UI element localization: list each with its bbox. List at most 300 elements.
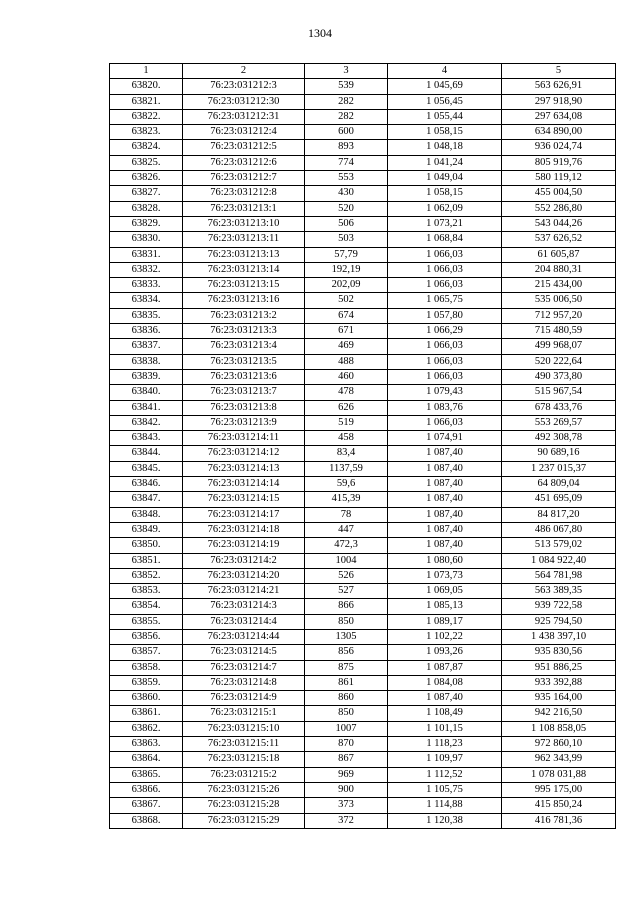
table-row [110,782,616,797]
table-row [110,767,616,782]
value-cell: 951 886,25 [502,660,616,675]
table-row [110,629,616,644]
value-cell: 935 830,56 [502,645,616,660]
cadastral-number-cell: 76:23:031215:29 [183,813,305,828]
rate-cell: 1 073,73 [388,568,502,583]
rate-cell: 1 069,05 [388,584,502,599]
row-number-cell: 63853. [110,584,183,599]
value-cell: 563 626,91 [502,79,616,94]
rate-cell: 1 048,18 [388,140,502,155]
area-cell: 1007 [305,721,388,736]
area-cell: 893 [305,140,388,155]
rate-cell: 1 045,69 [388,79,502,94]
table-row [110,125,616,140]
table-row [110,614,616,629]
value-cell: 451 695,09 [502,492,616,507]
row-number-cell: 63855. [110,614,183,629]
table-row [110,278,616,293]
row-number-cell: 63854. [110,599,183,614]
area-cell: 430 [305,186,388,201]
row-number-cell: 63824. [110,140,183,155]
cadastral-number-cell: 76:23:031213:15 [183,278,305,293]
row-number-cell: 63865. [110,767,183,782]
row-number-cell: 63836. [110,324,183,339]
area-cell: 867 [305,752,388,767]
table-row [110,354,616,369]
rate-cell: 1 066,03 [388,339,502,354]
table-row [110,737,616,752]
row-number-cell: 63850. [110,538,183,553]
rate-cell: 1 065,75 [388,293,502,308]
table-row [110,109,616,124]
cadastral-number-cell: 76:23:031213:13 [183,247,305,262]
value-cell: 1 084 922,40 [502,553,616,568]
area-cell: 372 [305,813,388,828]
value-cell: 297 634,08 [502,109,616,124]
table-row [110,813,616,828]
value-cell: 805 919,76 [502,155,616,170]
value-cell: 297 918,90 [502,94,616,109]
area-cell: 553 [305,171,388,186]
area-cell: 674 [305,308,388,323]
value-cell: 513 579,02 [502,538,616,553]
cadastral-number-cell: 76:23:031212:30 [183,94,305,109]
row-number-cell: 63847. [110,492,183,507]
rate-cell: 1 080,60 [388,553,502,568]
row-number-cell: 63866. [110,782,183,797]
rate-cell: 1 074,91 [388,431,502,446]
value-cell: 515 967,54 [502,385,616,400]
rate-cell: 1 058,15 [388,125,502,140]
area-cell: 78 [305,507,388,522]
rate-cell: 1 083,76 [388,400,502,415]
cadastral-number-cell: 76:23:031215:1 [183,706,305,721]
table-row [110,247,616,262]
table-row [110,691,616,706]
value-cell: 935 164,00 [502,691,616,706]
table-row [110,599,616,614]
row-number-cell: 63864. [110,752,183,767]
value-cell: 61 605,87 [502,247,616,262]
cadastral-number-cell: 76:23:031213:16 [183,293,305,308]
registry-table-body [110,64,616,829]
cadastral-number-cell: 76:23:031214:19 [183,538,305,553]
rate-cell: 1 079,43 [388,385,502,400]
cadastral-number-cell: 76:23:031213:1 [183,201,305,216]
rate-cell: 1 056,45 [388,94,502,109]
rate-cell: 1 049,04 [388,171,502,186]
value-cell: 415 850,24 [502,798,616,813]
table-row [110,798,616,813]
rate-cell: 1 087,40 [388,538,502,553]
value-cell: 552 286,80 [502,201,616,216]
rate-cell: 1 089,17 [388,614,502,629]
row-number-cell: 63859. [110,675,183,690]
cadastral-number-cell: 76:23:031214:14 [183,477,305,492]
cadastral-number-cell: 76:23:031215:28 [183,798,305,813]
area-cell: 861 [305,675,388,690]
rate-cell: 1 062,09 [388,201,502,216]
table-row [110,79,616,94]
area-cell: 488 [305,354,388,369]
cadastral-number-cell: 76:23:031214:11 [183,431,305,446]
cadastral-number-cell: 76:23:031215:10 [183,721,305,736]
value-cell: 1 438 397,10 [502,629,616,644]
cadastral-number-cell: 76:23:031214:15 [183,492,305,507]
value-cell: 492 308,78 [502,431,616,446]
row-number-cell: 63829. [110,216,183,231]
value-cell: 490 373,80 [502,369,616,384]
value-cell: 962 343,99 [502,752,616,767]
area-cell: 503 [305,232,388,247]
row-number-cell: 63848. [110,507,183,522]
area-cell: 458 [305,431,388,446]
table-row [110,308,616,323]
area-cell: 850 [305,614,388,629]
table-header-row [110,64,616,79]
cadastral-number-cell: 76:23:031212:5 [183,140,305,155]
rate-cell: 1 057,80 [388,308,502,323]
area-cell: 472,3 [305,538,388,553]
table-row [110,660,616,675]
area-cell: 539 [305,79,388,94]
table-row [110,721,616,736]
value-cell: 678 433,76 [502,400,616,415]
rate-cell: 1 087,40 [388,461,502,476]
cadastral-number-cell: 76:23:031214:5 [183,645,305,660]
table-row [110,232,616,247]
row-number-cell: 63842. [110,415,183,430]
cadastral-number-cell: 76:23:031213:4 [183,339,305,354]
rate-cell: 1 112,52 [388,767,502,782]
row-number-cell: 63825. [110,155,183,170]
area-cell: 850 [305,706,388,721]
row-number-cell: 63862. [110,721,183,736]
table-row [110,171,616,186]
value-cell: 553 269,57 [502,415,616,430]
row-number-cell: 63844. [110,446,183,461]
rate-cell: 1 087,40 [388,507,502,522]
cadastral-number-cell: 76:23:031213:2 [183,308,305,323]
value-cell: 215 434,00 [502,278,616,293]
rate-cell: 1 114,88 [388,798,502,813]
value-cell: 535 006,50 [502,293,616,308]
area-cell: 460 [305,369,388,384]
area-cell: 192,19 [305,262,388,277]
rate-cell: 1 108,49 [388,706,502,721]
value-cell: 455 004,50 [502,186,616,201]
value-cell: 537 626,52 [502,232,616,247]
cadastral-number-cell: 76:23:031213:8 [183,400,305,415]
rate-cell: 1 093,26 [388,645,502,660]
value-cell: 933 392,88 [502,675,616,690]
row-number-cell: 63832. [110,262,183,277]
area-cell: 856 [305,645,388,660]
rate-cell: 1 087,87 [388,660,502,675]
rate-cell: 1 109,97 [388,752,502,767]
area-cell: 519 [305,415,388,430]
row-number-cell: 63835. [110,308,183,323]
registry-table [109,63,616,829]
area-cell: 469 [305,339,388,354]
table-row [110,140,616,155]
rate-cell: 1 055,44 [388,109,502,124]
rate-cell: 1 066,03 [388,415,502,430]
value-cell: 936 024,74 [502,140,616,155]
table-row [110,262,616,277]
row-number-cell: 63830. [110,232,183,247]
row-number-cell: 63827. [110,186,183,201]
area-cell: 447 [305,522,388,537]
cadastral-number-cell: 76:23:031214:3 [183,599,305,614]
value-cell: 84 817,20 [502,507,616,522]
value-cell: 563 389,35 [502,584,616,599]
value-cell: 634 890,00 [502,125,616,140]
value-cell: 499 968,07 [502,339,616,354]
row-number-cell: 63867. [110,798,183,813]
area-cell: 502 [305,293,388,308]
row-number-cell: 63852. [110,568,183,583]
table-row [110,155,616,170]
area-cell: 59,6 [305,477,388,492]
table-row [110,584,616,599]
row-number-cell: 63831. [110,247,183,262]
area-cell: 520 [305,201,388,216]
value-cell: 520 222,64 [502,354,616,369]
column-header: 5 [502,64,616,79]
area-cell: 202,09 [305,278,388,293]
table-row [110,706,616,721]
row-number-cell: 63840. [110,385,183,400]
table-row [110,507,616,522]
cadastral-number-cell: 76:23:031214:44 [183,629,305,644]
cadastral-number-cell: 76:23:031214:17 [183,507,305,522]
cadastral-number-cell: 76:23:031214:18 [183,522,305,537]
rate-cell: 1 085,13 [388,599,502,614]
value-cell: 1 108 858,05 [502,721,616,736]
rate-cell: 1 102,22 [388,629,502,644]
value-cell: 486 067,80 [502,522,616,537]
area-cell: 870 [305,737,388,752]
area-cell: 969 [305,767,388,782]
value-cell: 580 119,12 [502,171,616,186]
area-cell: 478 [305,385,388,400]
cadastral-number-cell: 76:23:031214:12 [183,446,305,461]
area-cell: 600 [305,125,388,140]
value-cell: 972 860,10 [502,737,616,752]
table-row [110,339,616,354]
cadastral-number-cell: 76:23:031213:7 [183,385,305,400]
cadastral-number-cell: 76:23:031215:2 [183,767,305,782]
rate-cell: 1 066,29 [388,324,502,339]
area-cell: 282 [305,109,388,124]
table-row [110,553,616,568]
cadastral-number-cell: 76:23:031214:21 [183,584,305,599]
rate-cell: 1 073,21 [388,216,502,231]
row-number-cell: 63858. [110,660,183,675]
cadastral-number-cell: 76:23:031213:10 [183,216,305,231]
table-row [110,431,616,446]
cadastral-number-cell: 76:23:031213:14 [183,262,305,277]
row-number-cell: 63849. [110,522,183,537]
rate-cell: 1 066,03 [388,278,502,293]
row-number-cell: 63856. [110,629,183,644]
table-row [110,752,616,767]
area-cell: 83,4 [305,446,388,461]
area-cell: 671 [305,324,388,339]
rate-cell: 1 105,75 [388,782,502,797]
table-row [110,293,616,308]
area-cell: 506 [305,216,388,231]
value-cell: 995 175,00 [502,782,616,797]
value-cell: 1 237 015,37 [502,461,616,476]
value-cell: 1 078 031,88 [502,767,616,782]
row-number-cell: 63820. [110,79,183,94]
cadastral-number-cell: 76:23:031212:7 [183,171,305,186]
area-cell: 415,39 [305,492,388,507]
rate-cell: 1 087,40 [388,691,502,706]
row-number-cell: 63860. [110,691,183,706]
cadastral-number-cell: 76:23:031214:20 [183,568,305,583]
row-number-cell: 63843. [110,431,183,446]
value-cell: 564 781,98 [502,568,616,583]
table-row [110,385,616,400]
area-cell: 626 [305,400,388,415]
area-cell: 866 [305,599,388,614]
row-number-cell: 63861. [110,706,183,721]
table-row [110,201,616,216]
area-cell: 875 [305,660,388,675]
cadastral-number-cell: 76:23:031214:8 [183,675,305,690]
cadastral-number-cell: 76:23:031214:7 [183,660,305,675]
row-number-cell: 63846. [110,477,183,492]
table-row [110,415,616,430]
value-cell: 942 216,50 [502,706,616,721]
row-number-cell: 63851. [110,553,183,568]
row-number-cell: 63823. [110,125,183,140]
row-number-cell: 63841. [110,400,183,415]
row-number-cell: 63822. [110,109,183,124]
table-row [110,94,616,109]
cadastral-number-cell: 76:23:031213:5 [183,354,305,369]
table-row [110,568,616,583]
rate-cell: 1 087,40 [388,522,502,537]
row-number-cell: 63863. [110,737,183,752]
area-cell: 282 [305,94,388,109]
value-cell: 90 689,16 [502,446,616,461]
table-row [110,461,616,476]
table-row [110,400,616,415]
cadastral-number-cell: 76:23:031213:3 [183,324,305,339]
row-number-cell: 63821. [110,94,183,109]
cadastral-number-cell: 76:23:031214:2 [183,553,305,568]
area-cell: 373 [305,798,388,813]
area-cell: 1305 [305,629,388,644]
rate-cell: 1 066,03 [388,262,502,277]
cadastral-number-cell: 76:23:031213:9 [183,415,305,430]
cadastral-number-cell: 76:23:031212:31 [183,109,305,124]
value-cell: 939 722,58 [502,599,616,614]
cadastral-number-cell: 76:23:031213:11 [183,232,305,247]
area-cell: 527 [305,584,388,599]
rate-cell: 1 101,15 [388,721,502,736]
column-header: 1 [110,64,183,79]
table-row [110,369,616,384]
cadastral-number-cell: 76:23:031213:6 [183,369,305,384]
value-cell: 925 794,50 [502,614,616,629]
row-number-cell: 63839. [110,369,183,384]
area-cell: 774 [305,155,388,170]
rate-cell: 1 066,03 [388,247,502,262]
value-cell: 416 781,36 [502,813,616,828]
value-cell: 715 480,59 [502,324,616,339]
cadastral-number-cell: 76:23:031214:9 [183,691,305,706]
row-number-cell: 63828. [110,201,183,216]
area-cell: 1137,59 [305,461,388,476]
column-header: 3 [305,64,388,79]
area-cell: 900 [305,782,388,797]
rate-cell: 1 084,08 [388,675,502,690]
table-row [110,186,616,201]
page-number: 1304 [308,26,332,40]
rate-cell: 1 058,15 [388,186,502,201]
value-cell: 712 957,20 [502,308,616,323]
area-cell: 57,79 [305,247,388,262]
value-cell: 204 880,31 [502,262,616,277]
value-cell: 64 809,04 [502,477,616,492]
rate-cell: 1 087,40 [388,492,502,507]
row-number-cell: 63845. [110,461,183,476]
rate-cell: 1 066,03 [388,354,502,369]
rate-cell: 1 068,84 [388,232,502,247]
row-number-cell: 63834. [110,293,183,308]
row-number-cell: 63833. [110,278,183,293]
cadastral-number-cell: 76:23:031214:4 [183,614,305,629]
column-header: 4 [388,64,502,79]
rate-cell: 1 041,24 [388,155,502,170]
rate-cell: 1 087,40 [388,446,502,461]
row-number-cell: 63857. [110,645,183,660]
area-cell: 526 [305,568,388,583]
rate-cell: 1 066,03 [388,369,502,384]
table-row [110,477,616,492]
area-cell: 1004 [305,553,388,568]
table-row [110,492,616,507]
row-number-cell: 63838. [110,354,183,369]
cadastral-number-cell: 76:23:031212:8 [183,186,305,201]
table-row [110,216,616,231]
cadastral-number-cell: 76:23:031215:18 [183,752,305,767]
rate-cell: 1 118,23 [388,737,502,752]
row-number-cell: 63837. [110,339,183,354]
table-row [110,324,616,339]
cadastral-number-cell: 76:23:031212:6 [183,155,305,170]
cadastral-number-cell: 76:23:031215:26 [183,782,305,797]
rate-cell: 1 087,40 [388,477,502,492]
table-row [110,645,616,660]
cadastral-number-cell: 76:23:031212:4 [183,125,305,140]
table-row [110,446,616,461]
table-row [110,538,616,553]
cadastral-number-cell: 76:23:031214:13 [183,461,305,476]
column-header: 2 [183,64,305,79]
table-row [110,522,616,537]
cadastral-number-cell: 76:23:031212:3 [183,79,305,94]
area-cell: 860 [305,691,388,706]
value-cell: 543 044,26 [502,216,616,231]
table-row [110,675,616,690]
row-number-cell: 63868. [110,813,183,828]
